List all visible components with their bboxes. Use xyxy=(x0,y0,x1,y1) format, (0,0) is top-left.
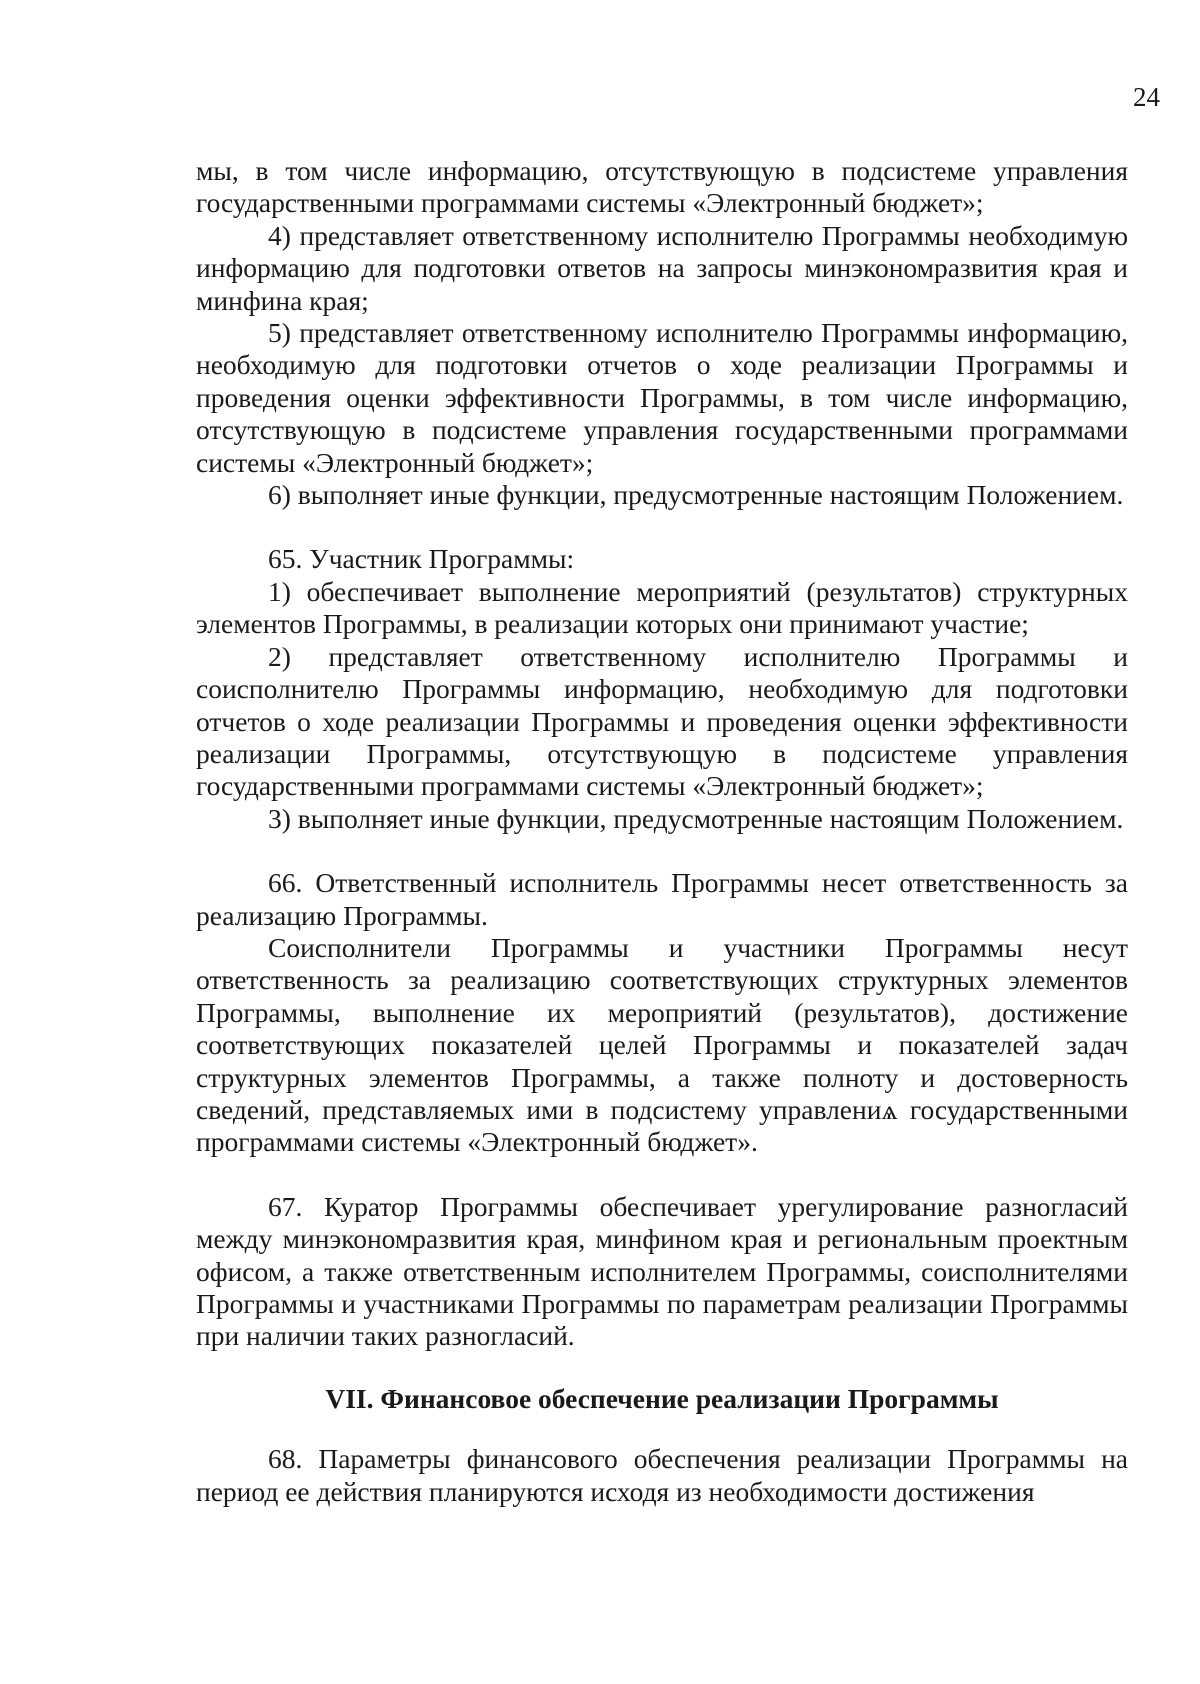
paragraph-item-4: 4) представляет ответственному исполнителю Программы необходимую информацию для подготовки ответов на запросы минэкономразвития края и минфина края; xyxy=(196,219,1128,316)
paragraph-66: 66. Ответственный исполнитель Программы несет ответственность за реализацию Программы. xyxy=(196,867,1128,931)
document-body xyxy=(196,155,1128,1508)
paragraph-item-6: 6) выполняет иные функции, предусмотренные настоящим Положением. xyxy=(268,479,1124,511)
paragraph-65-item-3: 3) выполняет иные функции, предусмотренные настоящим Положением. xyxy=(268,802,1124,834)
paragraph-continuation: мы, в том числе информацию, отсутствующую в подсистеме управления государственными программами системы «Электронный бюджет»; xyxy=(196,155,1128,219)
paragraph-67: 67. Куратор Программы обеспечивает урегулирование разногласий между минэкономразвития края, минфином края и региональным проектным офисом, а также ответственным исполнителем Программы, соисполнителями Программы и участниками Программы по параметрам реализации Программы при наличии таких разногласий. xyxy=(196,1190,1128,1352)
page-number: 24 xyxy=(1133,82,1160,112)
paragraph-item-5: 5) представляет ответственному исполнителю Программы информацию, необходимую для подготовки отчетов о ходе реализации Программы и проведения оценки эффективности Программы, в том числе информацию, отсутствующую в подсистеме управления государственными программами системы «Электронный бюджет»; xyxy=(196,317,1128,478)
paragraph-65-item-2: 2) представляет ответственному исполнителю Программы и соисполнителю Программы информацию, необходимую для подготовки отчетов о ходе реализации Программы и проведения оценки эффективности реализации Программы, отсутствующую в подсистеме управления государственными программами системы «Электронный бюджет»; xyxy=(196,640,1128,802)
paragraph-65-item-1: 1) обеспечивает выполнение мероприятий (результатов) структурных элементов Программы, в реализации которых они принимают участие; xyxy=(196,575,1128,640)
paragraph-65: 65. Участник Программы: xyxy=(268,543,575,575)
paragraph-66-part-2: Соисполнители Программы и участники Программы несут ответственность за реализацию соответствующих структурных элементов Программы, выполнение их мероприятий (результатов), достижение соответствующих показателей целей Программы и показателей задач структурных элементов Программы, а также полноту и достоверность сведений, представляемых ими в подсистему управлениѧ государственными программами системы «Электронный бюджет». xyxy=(196,931,1128,1158)
section-heading: VII. Финансовое обеспечение реализации Программы xyxy=(325,1382,999,1414)
paragraph-68: 68. Параметры финансового обеспечения реализации Программы на период ее действия планируются исходя из необходимости достижения xyxy=(196,1443,1128,1507)
